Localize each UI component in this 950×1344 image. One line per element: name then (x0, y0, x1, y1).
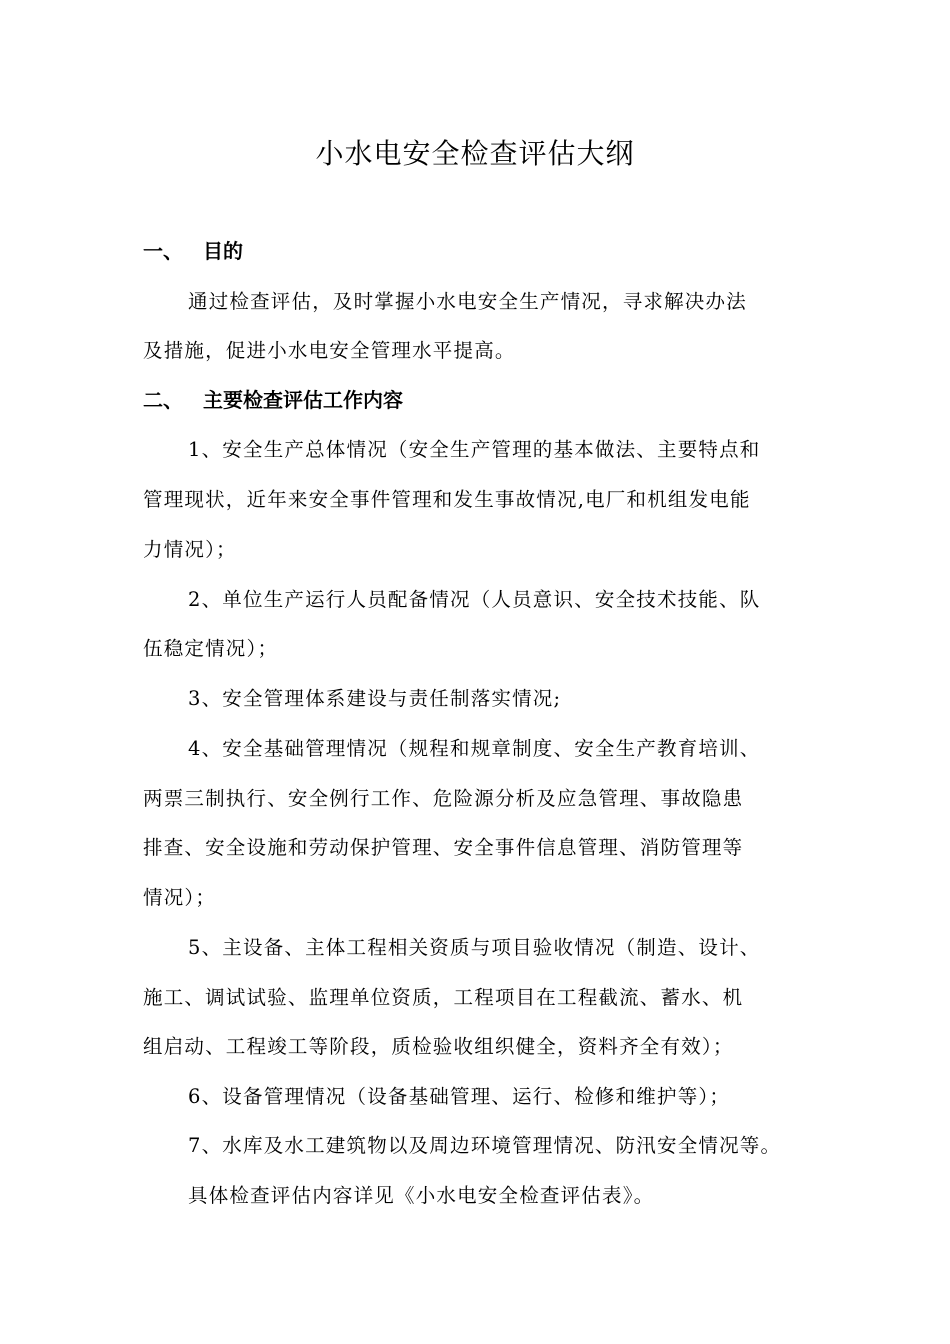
list-item-line: 1、安全生产总体情况（安全生产管理的基本做法、主要特点和 (188, 438, 761, 461)
section-label: 主要检查评估工作内容 (203, 388, 403, 412)
section-number: 二、 (143, 388, 183, 412)
list-item-line: 3、安全管理体系建设与责任制落实情况; (188, 687, 562, 710)
document-title: 小水电安全检查评估大纲 (315, 137, 635, 170)
section-heading-purpose (143, 236, 243, 266)
list-item-line: 5、主设备、主体工程相关资质与项目验收情况（制造、设计、 (188, 936, 761, 959)
list-item-line: 伍稳定情况）； (143, 637, 279, 660)
list-item-line: 力情况）； (143, 538, 237, 561)
section-heading-content (143, 385, 403, 415)
section-number: 一、 (143, 239, 183, 263)
list-item-line: 具体检查评估内容详见《小水电安全检查评估表》。 (188, 1184, 655, 1207)
list-item-line: 管理现状，近年来安全事件管理和发生事故情况,电厂和机组发电能 (143, 488, 751, 511)
list-item-line: 组启动、工程竣工等阶段，质检验收组织健全，资料齐全有效）； (143, 1035, 734, 1058)
list-item-line: 4、安全基础管理情况（规程和规章制度、安全生产教育培训、 (188, 737, 761, 760)
list-item-line: 排查、安全设施和劳动保护管理、安全事件信息管理、消防管理等 (143, 836, 744, 859)
list-item-line: 情况）； (143, 886, 217, 909)
list-item-line: 两票三制执行、安全例行工作、危险源分析及应急管理、事故隐患 (143, 787, 744, 810)
list-item-line: 6、设备管理情况（设备基础管理、运行、检修和维护等）； (188, 1085, 731, 1108)
section-label: 目的 (203, 239, 243, 263)
list-item-line: 7、水库及水工建筑物以及周边环境管理情况、防汛安全情况等。 (188, 1134, 782, 1157)
paragraph-line: 通过检查评估，及时掌握小水电安全生产情况，寻求解决办法 (188, 290, 747, 313)
list-item-line: 施工、调试试验、监理单位资质，工程项目在工程截流、蓄水、机 (143, 986, 744, 1009)
paragraph-line: 及措施，促进小水电安全管理水平提高。 (143, 339, 516, 362)
list-item-line: 2、单位生产运行人员配备情况（人员意识、安全技术技能、队 (188, 588, 761, 611)
